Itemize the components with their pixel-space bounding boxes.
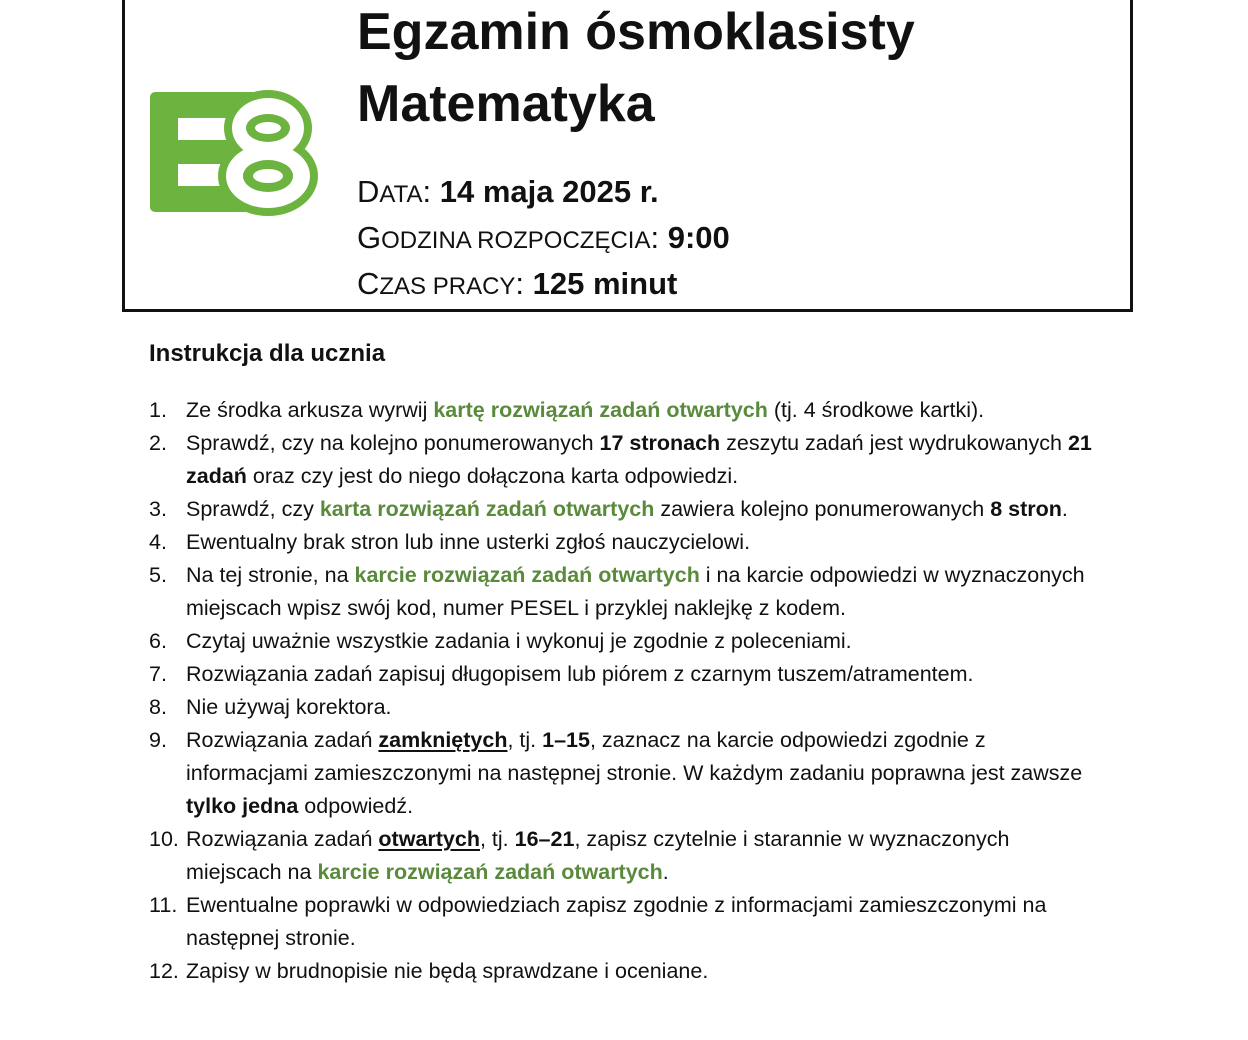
start-separator: : [650, 220, 668, 255]
instruction-number: 8. [149, 695, 167, 719]
instruction-number: 5. [149, 563, 167, 587]
instruction-text: Rozwiązania zadań zapisuj długopisem lub piórem z czarnym tuszem/atramentem. [186, 662, 974, 686]
instruction-number: 7. [149, 662, 167, 686]
bold-term: 8 stron [990, 497, 1062, 521]
instruction-text: zeszytu zadań jest wydrukowanych [720, 431, 1068, 455]
instruction-number: 2. [149, 431, 167, 455]
instruction-text: Rozwiązania zadań [186, 728, 379, 752]
instructions-list [149, 394, 1109, 988]
instruction-text: , tj. [479, 827, 515, 851]
instruction-text: Ewentualne poprawki w odpowiedziach zapisz zgodnie z informacjami zamieszczonymi na następnej stronie. [186, 893, 1047, 950]
instruction-number: 1. [149, 398, 167, 422]
exam-title: Egzamin ósmoklasisty [357, 3, 915, 61]
bold-term: 17 stronach [599, 431, 721, 455]
date-label-initial: D [357, 174, 380, 209]
bold-term: tylko jedna [186, 794, 299, 818]
instruction-text: zawiera kolejno ponumerowanych [654, 497, 991, 521]
instruction-item [149, 691, 1109, 724]
start-value: 9:00 [667, 220, 730, 255]
instruction-number: 10. [149, 827, 179, 851]
instruction-number: 6. [149, 629, 167, 653]
instruction-text: . [1061, 497, 1068, 521]
instruction-number: 11. [149, 893, 178, 917]
instruction-item [149, 625, 1109, 658]
instruction-text: oraz czy jest do niego dołączona karta odpowiedzi. [246, 464, 739, 488]
instruction-item [149, 724, 1109, 823]
underlined-term: otwartych [378, 827, 480, 851]
bold-term: 16–21 [514, 827, 575, 851]
instruction-item [149, 559, 1109, 625]
duration-label-initial: C [357, 266, 380, 301]
instruction-text: Sprawdź, czy na kolejno ponumerowanych [186, 431, 600, 455]
instruction-text: . [662, 860, 669, 884]
highlighted-term: karta rozwiązań zadań otwartych [319, 497, 655, 521]
exam-subject: Matematyka [357, 75, 655, 133]
duration-value: 125 minut [532, 266, 678, 301]
instruction-text: odpowiedź. [298, 794, 414, 818]
underlined-term: zamkniętych [378, 728, 508, 752]
instruction-item [149, 394, 1109, 427]
instruction-item [149, 427, 1109, 493]
instruction-item [149, 526, 1109, 559]
instruction-item [149, 889, 1109, 955]
instruction-number: 3. [149, 497, 167, 521]
instruction-text: i na karcie odpowiedzi w wyznaczonych miejscach wpisz swój kod, numer PESEL i przyklej naklejkę z kodem. [186, 563, 1085, 620]
instruction-number: 12. [149, 959, 179, 983]
instruction-text: (tj. 4 środkowe kartki). [767, 398, 985, 422]
instruction-text: Rozwiązania zadań [186, 827, 379, 851]
e8-logo-icon [150, 88, 320, 216]
instructions-heading: Instrukcja dla ucznia [149, 340, 386, 367]
instruction-item [149, 823, 1109, 889]
date-separator: : [422, 174, 440, 209]
instruction-text: Nie używaj korektora. [186, 695, 392, 719]
instruction-text: Czytaj uważnie wszystkie zadania i wykonuj je zgodnie z poleceniami. [186, 629, 852, 653]
instruction-text: , zapisz czytelnie i starannie w wyznaczonych miejscach na [186, 827, 1010, 884]
instruction-text: Ewentualny brak stron lub inne usterki zgłoś nauczycielowi. [186, 530, 751, 554]
highlighted-term: karcie rozwiązań zadań otwartych [317, 860, 663, 884]
instruction-text: Zapisy w brudnopisie nie będą sprawdzane i oceniane. [186, 959, 709, 983]
date-label-rest: ATA [379, 181, 423, 208]
svg-text:E8: E8 [150, 88, 152, 89]
duration-label-rest: ZAS PRACY [379, 273, 516, 300]
instruction-text: Sprawdź, czy [186, 497, 320, 521]
date-value: 14 maja 2025 r. [439, 174, 659, 209]
start-label-initial: G [357, 220, 382, 255]
highlighted-term: kartę rozwiązań zadań otwartych [433, 398, 768, 422]
instruction-item [149, 955, 1109, 988]
instruction-text: , zaznacz na karcie odpowiedzi zgodnie z informacjami zamieszczonymi na następnej stronie. W każdym zadaniu poprawna jest zawsze [186, 728, 1083, 785]
duration-separator: : [515, 266, 533, 301]
exam-start-time [357, 218, 730, 261]
instruction-item [149, 493, 1109, 526]
instruction-number: 4. [149, 530, 167, 554]
instruction-text: Ze środka arkusza wyrwij [186, 398, 434, 422]
exam-duration [357, 264, 677, 307]
instruction-text: Na tej stronie, na [186, 563, 355, 587]
instruction-number: 9. [149, 728, 167, 752]
bold-term: 1–15 [542, 728, 590, 752]
instruction-item [149, 658, 1109, 691]
highlighted-term: karcie rozwiązań zadań otwartych [354, 563, 700, 587]
start-label-rest: ODZINA ROZPOCZĘCIA [381, 227, 651, 254]
bold-term: 21 zadań [186, 431, 1092, 488]
instruction-text: , tj. [507, 728, 543, 752]
exam-date [357, 172, 659, 215]
